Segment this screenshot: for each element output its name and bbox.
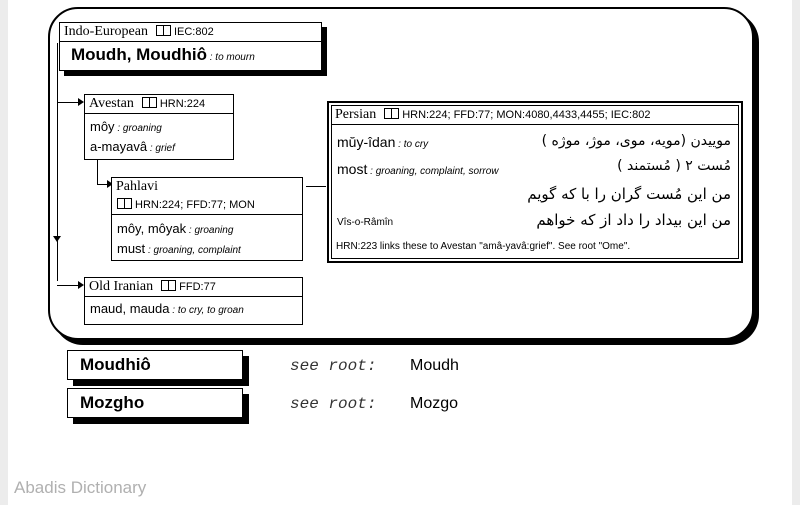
box-header xyxy=(332,106,738,125)
avestan-box xyxy=(84,94,234,160)
verse-source: Vîs-o-Râmîn xyxy=(337,217,394,228)
entry-line: môy : groaning xyxy=(90,119,162,134)
language-label: Indo-European xyxy=(64,24,148,39)
persian-verse: من این مُست گران را با که گویم xyxy=(527,185,731,203)
book-icon xyxy=(156,25,171,36)
root-link[interactable]: Moudh xyxy=(410,357,459,374)
reference: HRN:224 xyxy=(159,98,206,110)
book-icon xyxy=(384,108,399,119)
book-icon xyxy=(117,198,132,209)
entry-line: a-mayavâ : grief xyxy=(90,139,175,154)
connector xyxy=(306,186,326,187)
root-word: Moudh, Moudhiô xyxy=(71,45,207,64)
pahlavi-box xyxy=(111,177,303,261)
entry-line: Moudh, Moudhiô : to mourn xyxy=(71,45,255,64)
entry-line: must : groaning, complaint xyxy=(117,241,241,256)
persian-verse: من این بیداد را داد از که خواهم xyxy=(536,211,731,229)
gloss: to mourn xyxy=(215,52,255,63)
reference: HRN:224; FFD:77; MON xyxy=(135,199,255,211)
book-icon xyxy=(142,97,157,108)
box-header xyxy=(85,278,302,297)
reference-word-box xyxy=(67,388,243,418)
connector xyxy=(97,158,98,184)
reference: IEC:802 xyxy=(173,26,214,38)
reference: FFD:77 xyxy=(179,281,216,293)
reference: HRN:224; FFD:77; MON:4080,4433,4455; IEC:802 xyxy=(402,109,651,121)
connector xyxy=(57,43,58,281)
box-header xyxy=(85,95,233,114)
old-iranian-box xyxy=(84,277,303,325)
reference-word: Moudhiô xyxy=(80,355,151,374)
box-header xyxy=(60,23,321,42)
entry-line: mŭy-îdan : to cry xyxy=(337,134,429,150)
persian-text: موییدن (مویه، موی، موژ، موژه ) xyxy=(541,133,731,149)
box-header xyxy=(112,178,302,196)
right-margin xyxy=(792,0,800,505)
language-label: Persian xyxy=(335,107,377,122)
persian-text: مُست ۲ ( مُستمند ) xyxy=(617,158,731,174)
reference-row xyxy=(112,196,302,215)
reference-word: Mozgho xyxy=(80,393,145,412)
language-label: Old Iranian xyxy=(89,279,154,294)
see-root-label: see root: xyxy=(290,357,377,375)
see-root-label: see root: xyxy=(290,395,377,413)
entry-line: maud, mauda : to cry, to groan xyxy=(90,301,244,316)
connector-arrow xyxy=(53,236,61,242)
site-brand[interactable]: Abadis Dictionary xyxy=(14,478,147,497)
book-icon xyxy=(161,280,176,291)
language-label: Pahlavi xyxy=(116,179,158,194)
reference-word-box xyxy=(67,350,243,380)
persian-box xyxy=(327,101,743,263)
root-link[interactable]: Mozgo xyxy=(410,395,459,412)
entry-line: môy, môyak : groaning xyxy=(117,221,234,236)
entry-line: most : groaning, complaint, sorrow xyxy=(337,161,499,177)
indo-european-box xyxy=(59,22,322,71)
left-margin xyxy=(0,0,8,505)
language-label: Avestan xyxy=(89,96,134,111)
note: HRN:223 links these to Avestan "amâ-yavâ:grief". See root "Ome". xyxy=(336,241,631,252)
